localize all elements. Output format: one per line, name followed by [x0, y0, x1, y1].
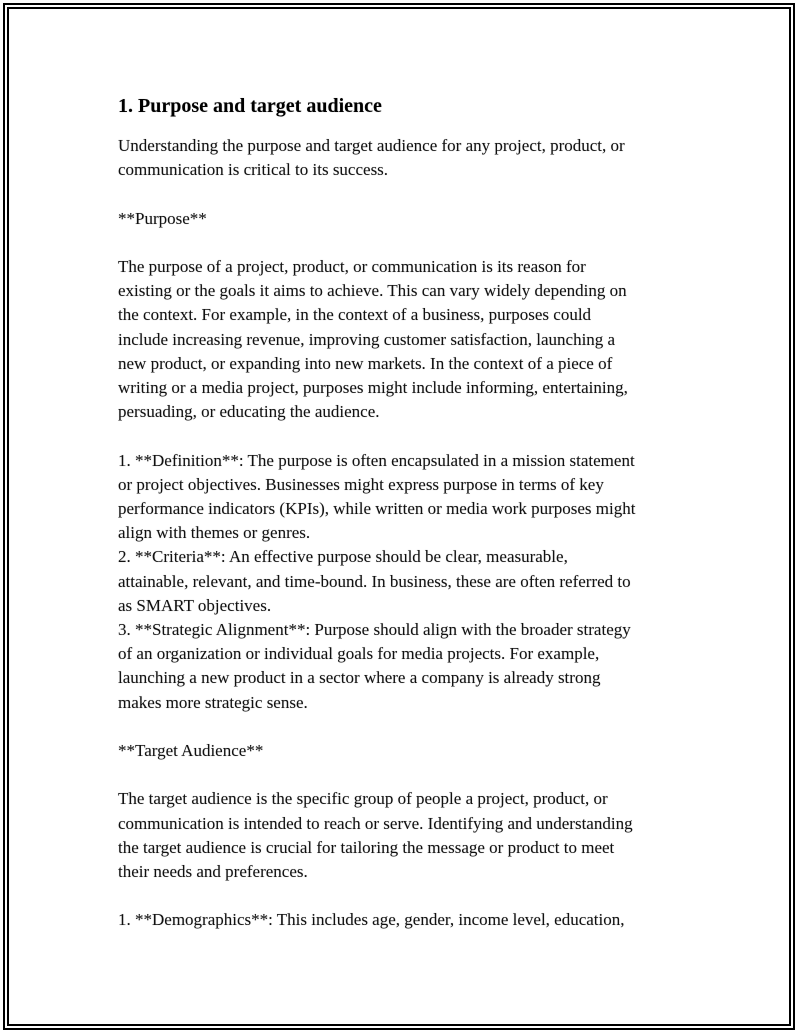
audience-label: **Target Audience**	[118, 741, 264, 761]
purpose-paragraph: The purpose of a project, product, or communication is its reason for existing or the goals it aims to achieve. This can vary widely depending on the context. For example, in the context of a business, purposes could include increasing revenue, improving customer satisfaction, launching a new product, or expanding into new markets. In the context of a piece of writing or a media project, purposes might include informing, entertaining, persuading, or educating the audience.	[118, 256, 628, 422]
section-heading: 1. Purpose and target audience	[118, 95, 382, 117]
document-body	[118, 92, 693, 933]
purpose-label: **Purpose**	[118, 208, 207, 228]
spacer	[118, 424, 693, 448]
audience-item-demographics: 1. **Demographics**: This includes age, gender, income level, education,	[118, 910, 625, 930]
spacer	[118, 182, 693, 206]
purpose-item-definition: 1. **Definition**: The purpose is often encapsulated in a mission statement or project objectives. Businesses might express purpose in terms of key performance indicators (KPIs), while written or media work purposes might align with themes or genres.	[118, 450, 636, 543]
intro-paragraph: Understanding the purpose and target audience for any project, product, or communication is critical to its success.	[118, 136, 625, 180]
purpose-item-criteria: 2. **Criteria**: An effective purpose should be clear, measurable, attainable, relevant, and time-bound. In business, these are often referred to as SMART objectives.	[118, 547, 631, 615]
spacer	[118, 715, 693, 739]
audience-paragraph: The target audience is the specific group of people a project, product, or communication is intended to reach or serve. Identifying and understanding the target audience is crucial for tailoring the message or product to meet their needs and preferences.	[118, 789, 633, 882]
spacer	[118, 763, 693, 787]
spacer	[118, 884, 693, 908]
purpose-item-strategic-alignment: 3. **Strategic Alignment**: Purpose should align with the broader strategy of an organization or individual goals for media projects. For example, launching a new product in a sector where a company is already strong makes more strategic sense.	[118, 620, 631, 712]
spacer	[118, 231, 693, 255]
